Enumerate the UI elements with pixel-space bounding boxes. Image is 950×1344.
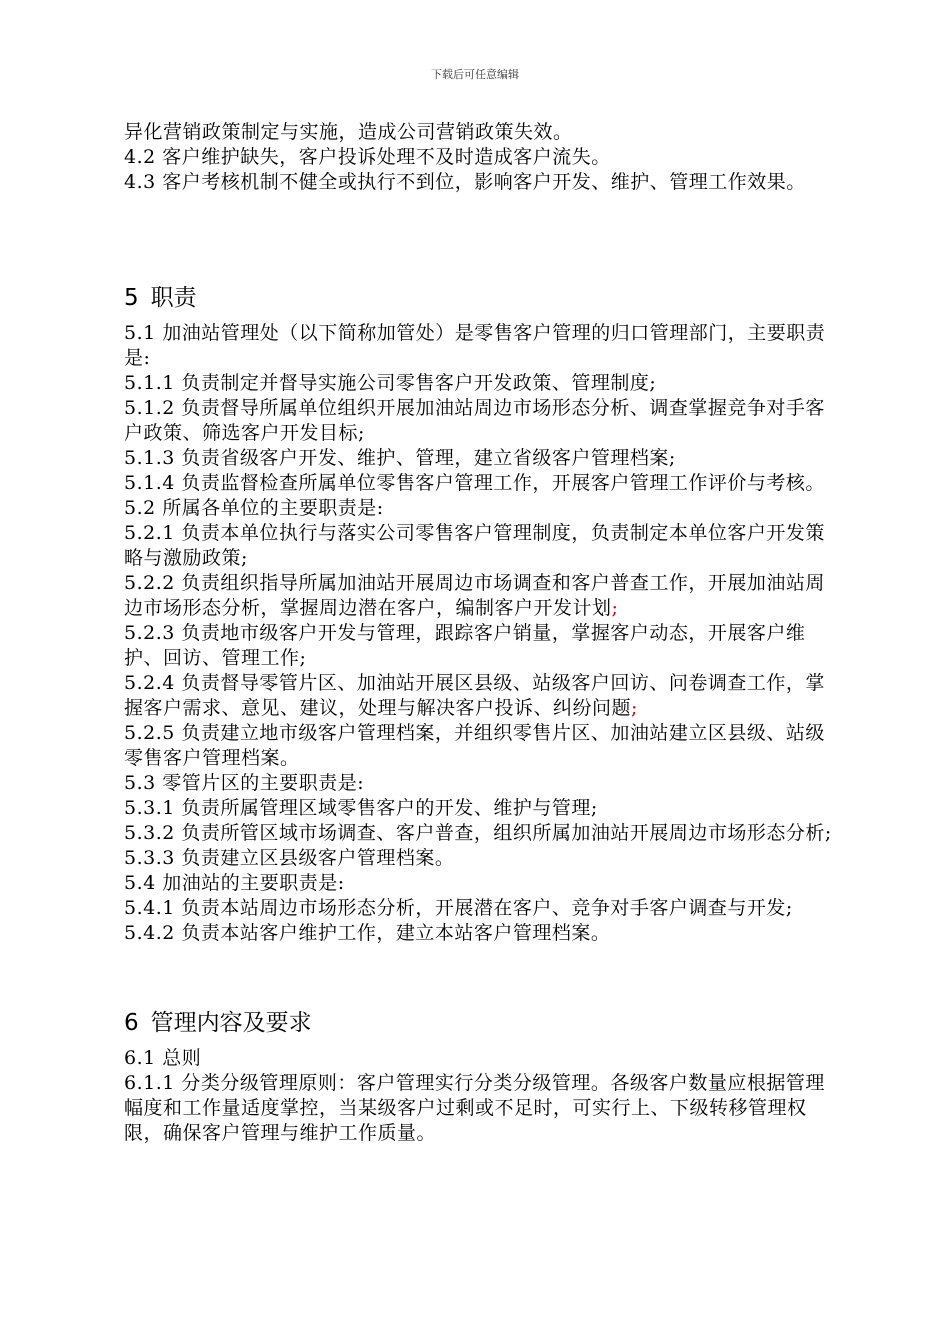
paragraph: 5.3.3 负责建立区县级客户管理档案。 <box>124 847 455 869</box>
header-note: 下载后可任意编辑 <box>431 68 519 81</box>
paragraph: 5.2.1 负责本单位执行与落实公司零售客户管理制度，负责制定本单位客户开发策略与激励政策; <box>124 522 825 569</box>
paragraph: 5.1.2 负责督导所属单位组织开展加油站周边市场形态分析、调查掌握竞争对手客户政策、筛选客户开发目标; <box>124 397 825 444</box>
section-title: 职责 <box>150 285 197 311</box>
paragraph: 5.1.1 负责制定并督导实施公司零售客户开发政策、管理制度; <box>124 372 657 394</box>
paragraph <box>124 571 844 621</box>
paragraph-text: 5.2.4 负责督导零管片区、加油站开展区县级、站级客户回访、问卷调查工作，掌握客户需求、意见、建议，处理与解决客户投诉、纠纷问题 <box>124 672 825 719</box>
paragraph: 5.1.3 负责省级客户开发、维护、管理，建立省级客户管理档案; <box>124 447 676 469</box>
paragraph: 5.2.5 负责建立地市级客户管理档案，并组织零售片区、加油站建立区县级、站级零售客户管理档案。 <box>124 722 825 769</box>
paragraph: 5.1.4 负责监督检查所属单位零售客户管理工作，开展客户管理工作评价与考核。 <box>124 472 825 494</box>
paragraph: 5.1 加油站管理处（以下简称加管处）是零售客户管理的归口管理部门，主要职责是: <box>124 322 826 369</box>
section-number: 6 <box>124 1010 139 1036</box>
paragraph: 5.3 零管片区的主要职责是: <box>124 772 365 794</box>
section-number: 5 <box>124 285 139 311</box>
red-semicolon: ; <box>611 597 619 619</box>
paragraph: 5.2.3 负责地市级客户开发与管理，跟踪客户销量，掌握客户动态，开展客户维护、回访、管理工作; <box>124 622 806 669</box>
spacer <box>124 946 844 1008</box>
paragraph-text: 5.2.2 负责组织指导所属加油站开展周边市场调查和客户普查工作，开展加油站周边市场形态分析，掌握周边潜在客户，编制客户开发计划 <box>124 572 825 619</box>
paragraph: 5.3.2 负责所管区域市场调查、客户普查，组织所属加油站开展周边市场形态分析; <box>124 822 832 844</box>
section-heading-5 <box>124 283 844 313</box>
document-body <box>124 120 844 1146</box>
paragraph: 异化营销政策制定与实施，造成公司营销政策失效。 <box>124 121 573 143</box>
paragraph: 5.4.2 负责本站客户维护工作，建立本站客户管理档案。 <box>124 922 611 944</box>
section-heading-6 <box>124 1008 844 1038</box>
paragraph: 5.3.1 负责所属管理区域零售客户的开发、维护与管理; <box>124 797 598 819</box>
spacer <box>124 195 844 283</box>
paragraph: 4.3 客户考核机制不健全或执行不到位，影响客户开发、维护、管理工作效果。 <box>124 171 806 193</box>
paragraph <box>124 671 844 721</box>
spacer <box>124 1038 844 1046</box>
paragraph: 5.4.1 负责本站周边市场形态分析，开展潜在客户、竞争对手客户调查与开发; <box>124 897 793 919</box>
paragraph: 6.1.1 分类分级管理原则：客户管理实行分类分级管理。各级客户数量应根据管理幅度和工作量适度掌控，当某级客户过剩或不足时，可实行上、下级转移管理权限，确保客户管理与维护工作质量。 <box>124 1072 825 1144</box>
paragraph: 5.2 所属各单位的主要职责是: <box>124 497 384 519</box>
spacer <box>124 313 844 321</box>
section-title: 管理内容及要求 <box>150 1010 312 1036</box>
red-semicolon: ; <box>631 697 638 719</box>
paragraph: 6.1 总则 <box>124 1047 202 1069</box>
paragraph: 5.4 加油站的主要职责是: <box>124 872 345 894</box>
paragraph: 4.2 客户维护缺失，客户投诉处理不及时造成客户流失。 <box>124 146 611 168</box>
